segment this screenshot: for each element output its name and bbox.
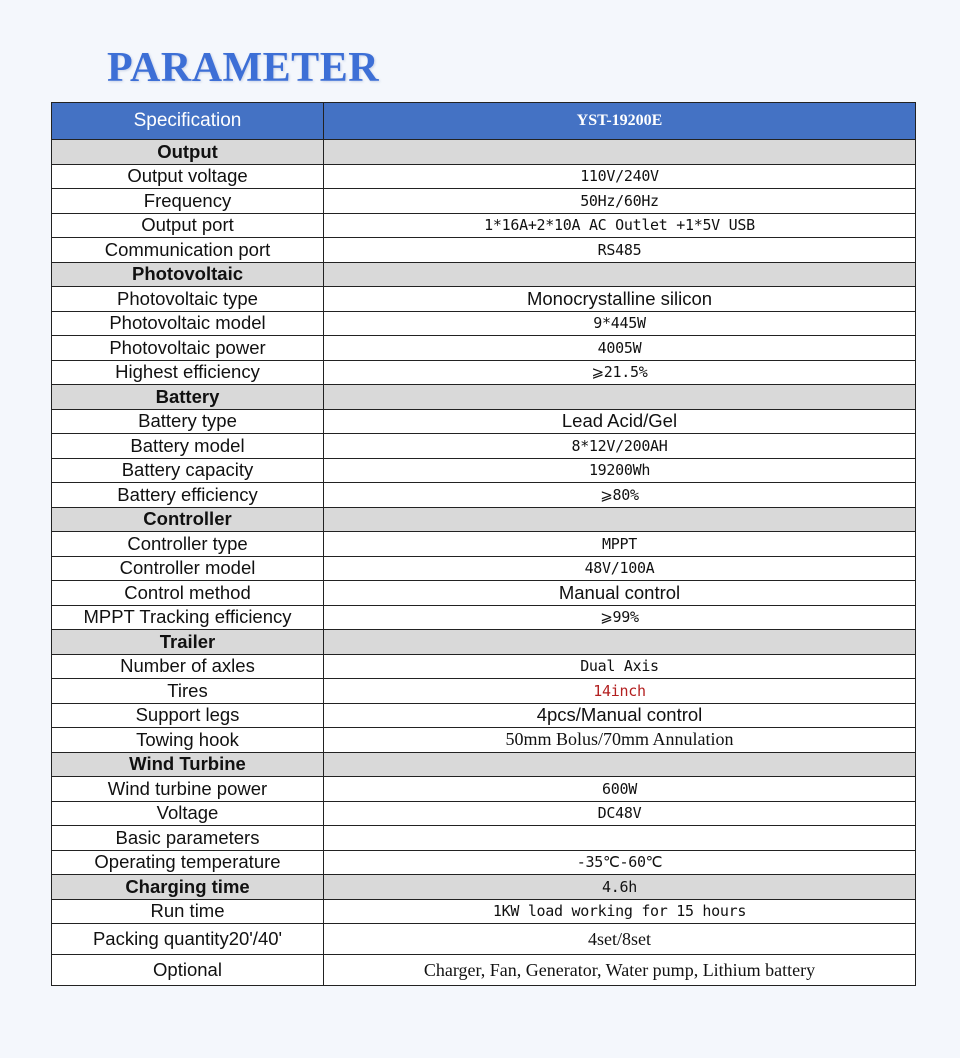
table-row: [52, 336, 916, 361]
spec-label: Wind turbine power: [52, 777, 324, 802]
table-row: [52, 238, 916, 263]
spec-value: 4pcs/Manual control: [324, 703, 916, 728]
table-row: [52, 213, 916, 238]
spec-label: Control method: [52, 581, 324, 606]
spec-label: Run time: [52, 899, 324, 924]
section-value: [324, 262, 916, 287]
spec-label: Optional: [52, 955, 324, 986]
spec-value: 50Hz/60Hz: [324, 189, 916, 214]
section-value: [324, 630, 916, 655]
spec-label: Basic parameters: [52, 826, 324, 851]
table-row: [52, 556, 916, 581]
table-row: [52, 532, 916, 557]
spec-value: 110V/240V: [324, 164, 916, 189]
section-row: [52, 630, 916, 655]
spec-label: Controller model: [52, 556, 324, 581]
spec-value: ⩾80%: [324, 483, 916, 508]
spec-value: 9*445W: [324, 311, 916, 336]
section-label: Controller: [52, 507, 324, 532]
spec-value: 4set/8set: [324, 924, 916, 955]
section-row: [52, 752, 916, 777]
spec-value: Lead Acid/Gel: [324, 409, 916, 434]
table-row: [52, 189, 916, 214]
section-label: Output: [52, 140, 324, 165]
spec-value: 4005W: [324, 336, 916, 361]
table-header-row: [52, 103, 916, 140]
table-row: [52, 679, 916, 704]
spec-table: [51, 102, 916, 986]
section-row: [52, 140, 916, 165]
spec-label: Charging time: [52, 875, 324, 900]
table-row: [52, 801, 916, 826]
table-row: [52, 826, 916, 851]
spec-value: 14inch: [324, 679, 916, 704]
spec-label: Photovoltaic model: [52, 311, 324, 336]
spec-value: 50mm Bolus/70mm Annulation: [324, 728, 916, 753]
table-row: [52, 777, 916, 802]
spec-label: Frequency: [52, 189, 324, 214]
spec-label: Battery capacity: [52, 458, 324, 483]
spec-label: Battery model: [52, 434, 324, 459]
spec-value: MPPT: [324, 532, 916, 557]
spec-value: -35℃-60℃: [324, 850, 916, 875]
section-label: Trailer: [52, 630, 324, 655]
spec-label: Support legs: [52, 703, 324, 728]
spec-value: Manual control: [324, 581, 916, 606]
section-value: [324, 140, 916, 165]
table-row: [52, 605, 916, 630]
spec-value: DC48V: [324, 801, 916, 826]
spec-value: RS485: [324, 238, 916, 263]
table-row: [52, 899, 916, 924]
spec-label: Battery type: [52, 409, 324, 434]
section-label: Battery: [52, 385, 324, 410]
spec-label: Photovoltaic power: [52, 336, 324, 361]
spec-label: MPPT Tracking efficiency: [52, 605, 324, 630]
table-row: [52, 360, 916, 385]
table-row: [52, 924, 916, 955]
spec-label: Packing quantity20'/40': [52, 924, 324, 955]
spec-label: Controller type: [52, 532, 324, 557]
spec-value: 48V/100A: [324, 556, 916, 581]
spec-value: ⩾99%: [324, 605, 916, 630]
spec-table-body: [52, 140, 916, 986]
table-row: [52, 434, 916, 459]
spec-label: Voltage: [52, 801, 324, 826]
spec-value: Charger, Fan, Generator, Water pump, Lithium battery: [324, 955, 916, 986]
spec-label: Photovoltaic type: [52, 287, 324, 312]
spec-label: Tires: [52, 679, 324, 704]
header-model: YST-19200E: [324, 103, 916, 140]
table-row: [52, 703, 916, 728]
table-row: [52, 955, 916, 986]
section-value: [324, 752, 916, 777]
spec-value: 1KW load working for 15 hours: [324, 899, 916, 924]
spec-value: 1*16A+2*10A AC Outlet +1*5V USB: [324, 213, 916, 238]
spec-value: 8*12V/200AH: [324, 434, 916, 459]
section-row: [52, 262, 916, 287]
table-row: [52, 875, 916, 900]
section-label: Photovoltaic: [52, 262, 324, 287]
spec-value: [324, 826, 916, 851]
table-row: [52, 483, 916, 508]
spec-value: 4.6h: [324, 875, 916, 900]
table-row: [52, 287, 916, 312]
spec-label: Output port: [52, 213, 324, 238]
section-value: [324, 385, 916, 410]
spec-label: Number of axles: [52, 654, 324, 679]
table-row: [52, 728, 916, 753]
spec-label: Operating temperature: [52, 850, 324, 875]
spec-label: Battery efficiency: [52, 483, 324, 508]
spec-label: Towing hook: [52, 728, 324, 753]
spec-value: 600W: [324, 777, 916, 802]
table-row: [52, 164, 916, 189]
table-row: [52, 581, 916, 606]
spec-value: ⩾21.5%: [324, 360, 916, 385]
section-row: [52, 507, 916, 532]
spec-label: Communication port: [52, 238, 324, 263]
spec-label: Highest efficiency: [52, 360, 324, 385]
table-row: [52, 850, 916, 875]
table-row: [52, 311, 916, 336]
table-row: [52, 654, 916, 679]
spec-value: Monocrystalline silicon: [324, 287, 916, 312]
spec-value: 19200Wh: [324, 458, 916, 483]
section-value: [324, 507, 916, 532]
table-row: [52, 458, 916, 483]
page-title: PARAMETER: [107, 45, 380, 91]
spec-label: Output voltage: [52, 164, 324, 189]
spec-value: Dual Axis: [324, 654, 916, 679]
section-row: [52, 385, 916, 410]
header-specification: Specification: [52, 103, 324, 140]
section-label: Wind Turbine: [52, 752, 324, 777]
table-row: [52, 409, 916, 434]
